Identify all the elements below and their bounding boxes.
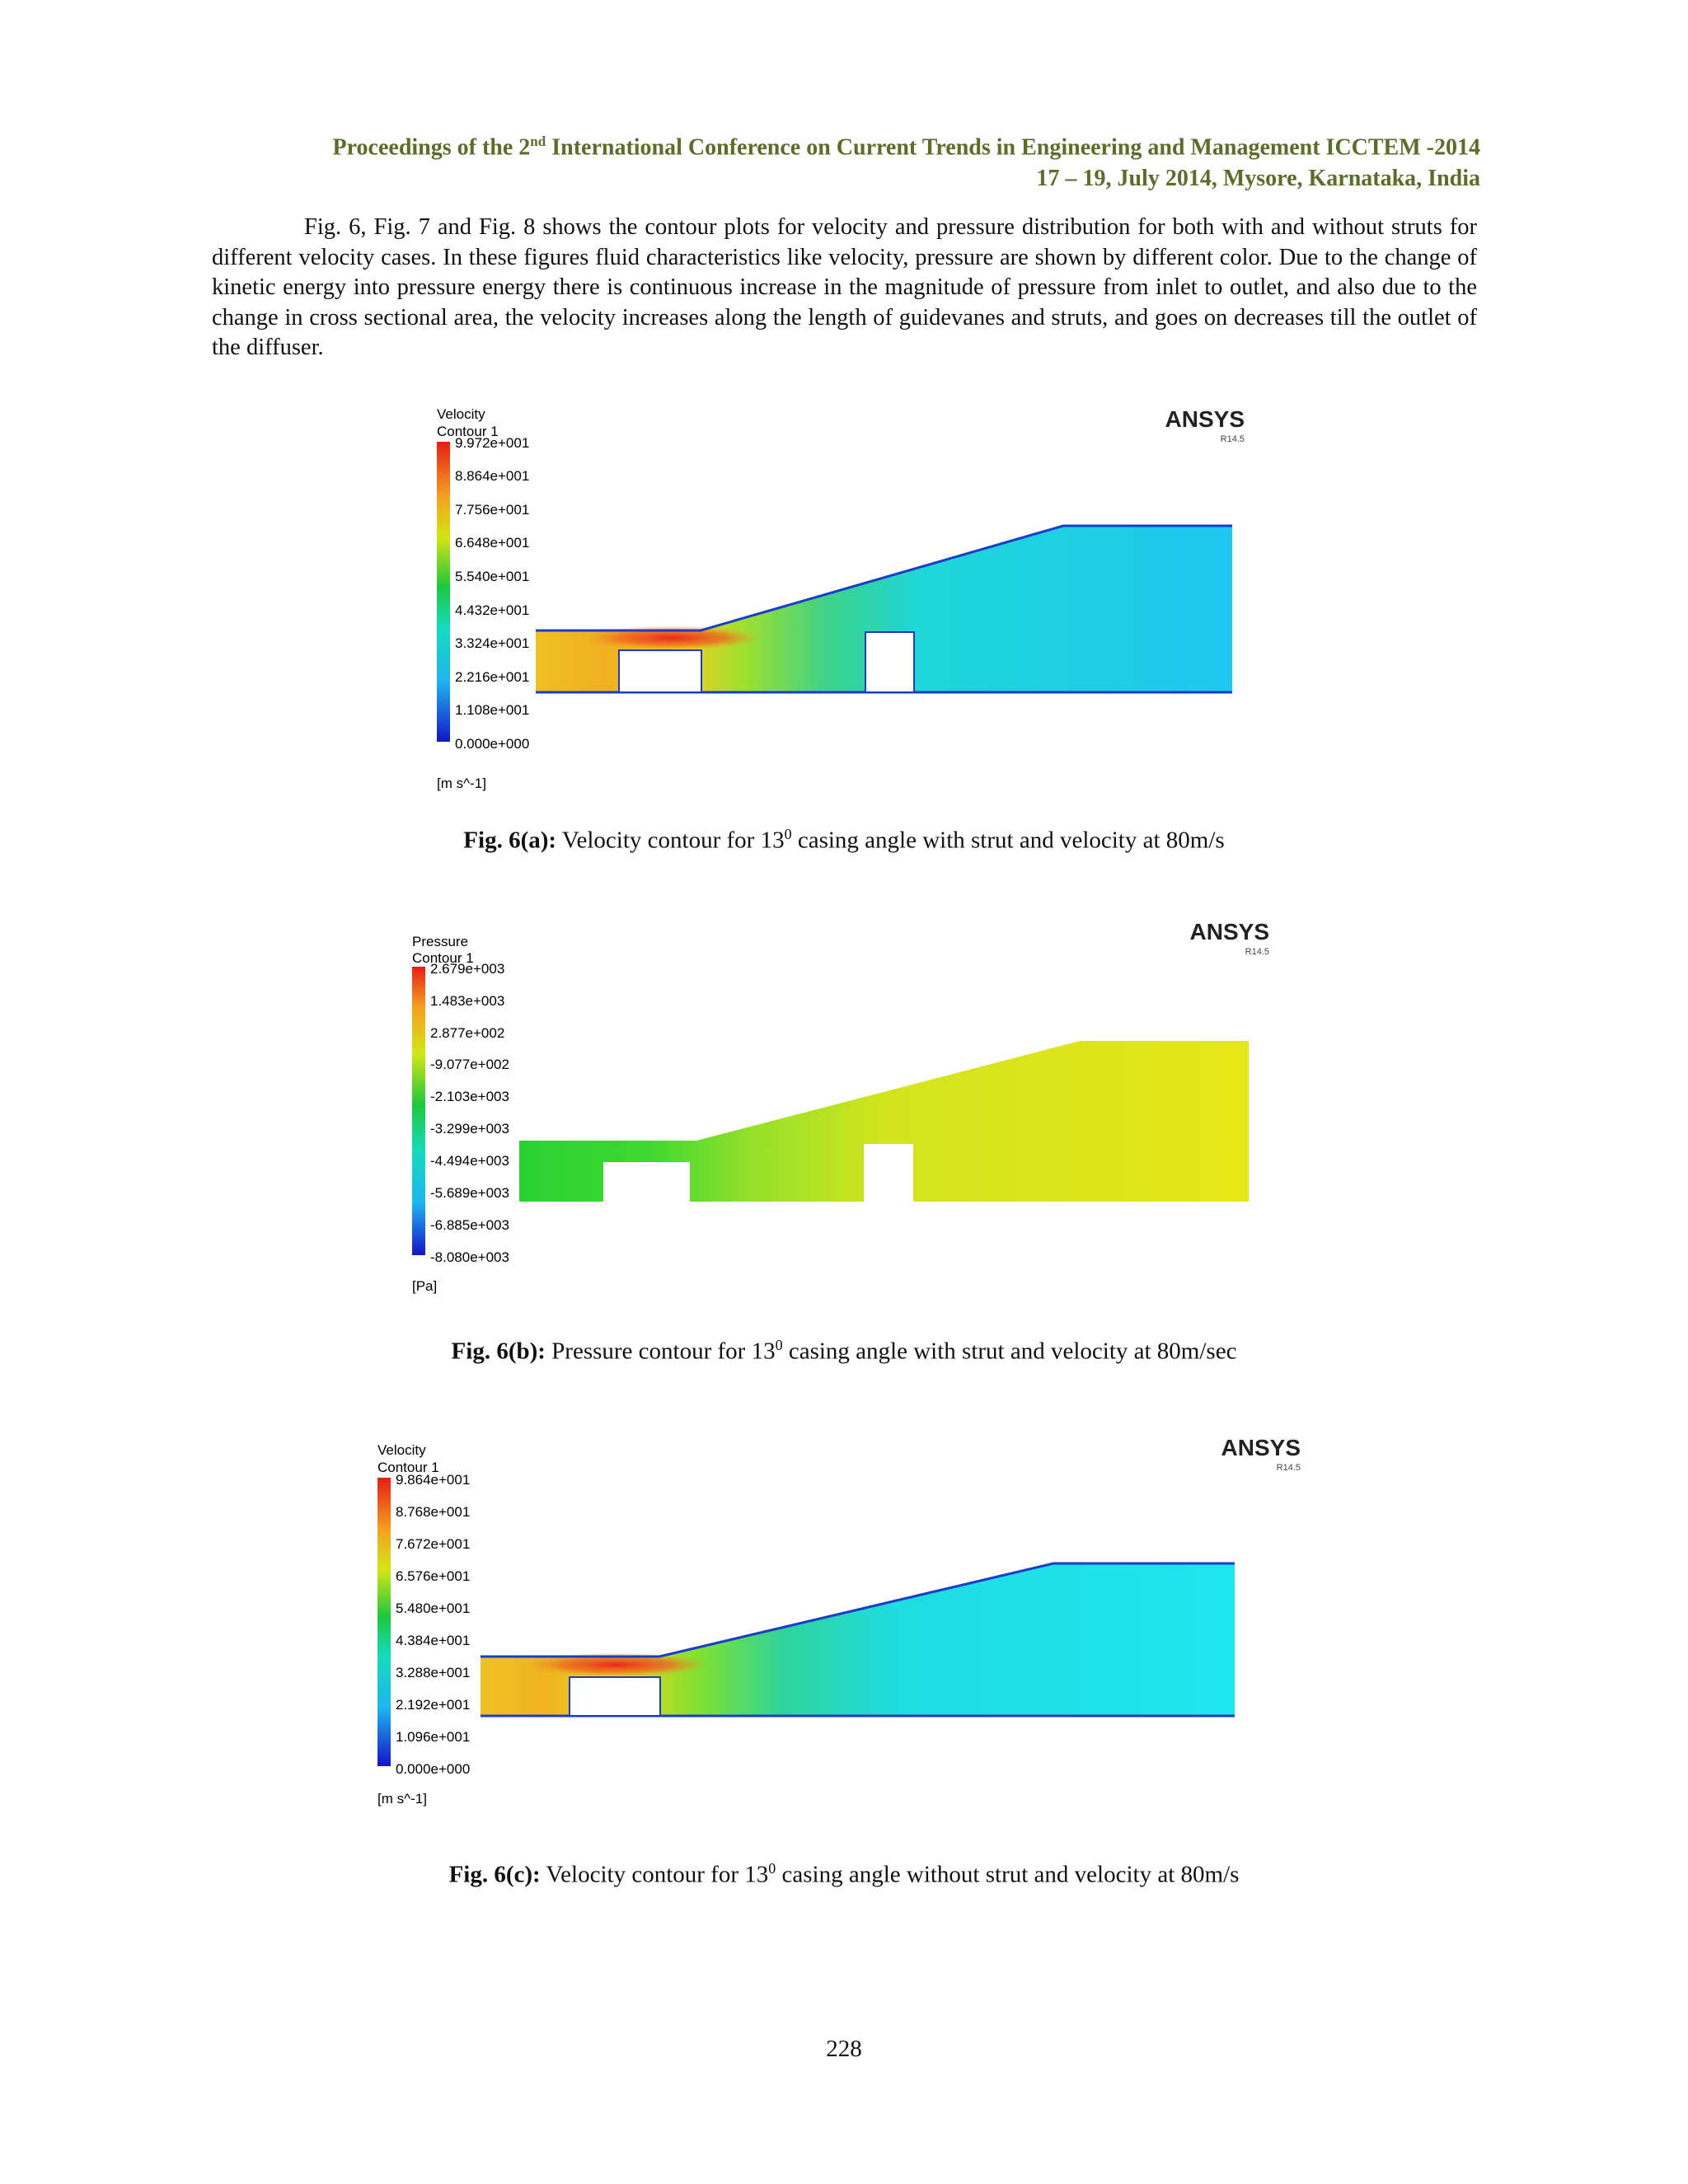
legend-tick: 3.288e+001 — [396, 1665, 471, 1680]
legend-tick: 6.576e+001 — [396, 1568, 471, 1584]
flow-domain — [536, 526, 1232, 692]
flow-domain — [519, 1041, 1249, 1202]
legend-tick: 5.480e+001 — [396, 1601, 471, 1616]
ansys-brand: ANSYS — [1165, 406, 1245, 432]
intro-paragraph: Fig. 6, Fig. 7 and Fig. 8 shows the contour plots for velocity and pressure distribution for both with and without struts for different velocity cases. In these figures fluid characteristics like velocity, pressure are shown by different color. Due to the change of kinetic energy into pressure energy there is continuous increase in the magnitude of pressure from inlet to outlet, and also due to the change in cross sectional area, the velocity increases along the length of guidevanes and struts, and goes on decreases till the outlet of the diffuser. — [212, 214, 1477, 360]
caption-6c: Fig. 6(c): Velocity contour for $13^0$ casing angle without strut and velocity at 80m/s — [448, 1860, 1240, 1888]
proceedings-header — [333, 126, 1480, 194]
legend-title-2: Contour 1 — [437, 424, 499, 439]
legend-tick: -5.689e+003 — [430, 1185, 509, 1201]
legend-tick: 2.877e+002 — [430, 1025, 505, 1041]
legend-tick: 8.768e+001 — [396, 1504, 471, 1520]
legend-tick: -6.885e+003 — [430, 1217, 509, 1233]
legend-tick: 1.096e+001 — [396, 1729, 471, 1745]
legend-ticks — [455, 435, 529, 752]
color-bar — [437, 442, 450, 742]
legend — [412, 934, 509, 1294]
legend-tick: 7.672e+001 — [396, 1536, 471, 1552]
ansys-logo — [1165, 406, 1245, 444]
legend-tick: 9.972e+001 — [455, 435, 530, 451]
legend-tick: -8.080e+003 — [430, 1249, 509, 1265]
ansys-version: R14.5 — [1245, 947, 1269, 957]
guide-vane — [619, 650, 701, 692]
ansys-brand: ANSYS — [1221, 1435, 1301, 1460]
body-text — [212, 213, 1477, 363]
legend-tick: 2.216e+001 — [455, 669, 530, 685]
pressure-contour-plot-b — [404, 915, 1278, 1310]
legend-tick: 0.000e+000 — [396, 1761, 471, 1777]
legend-tick: -9.077e+002 — [430, 1057, 509, 1072]
legend-tick: 2.679e+003 — [430, 961, 505, 977]
legend-tick: -2.103e+003 — [430, 1089, 509, 1104]
ansys-version: R14.5 — [1276, 1463, 1301, 1473]
strut — [865, 632, 914, 692]
legend-ticks — [396, 1472, 470, 1777]
legend-unit: [m s^-1] — [377, 1791, 427, 1807]
ansys-logo — [1221, 1435, 1301, 1473]
legend-title-2: Contour 1 — [377, 1460, 439, 1475]
legend-tick: 3.324e+001 — [455, 635, 530, 651]
color-bar — [412, 967, 425, 1255]
figure-6b — [404, 915, 1278, 1310]
legend — [437, 406, 529, 791]
legend-tick: -4.494e+003 — [430, 1153, 509, 1169]
guide-vane — [603, 1162, 690, 1202]
legend-tick: 8.864e+001 — [455, 468, 530, 484]
ansys-brand: ANSYS — [1189, 919, 1269, 944]
velocity-contour-plot-c — [369, 1426, 1309, 1821]
legend-unit: [Pa] — [412, 1278, 438, 1294]
legend-title-2: Contour 1 — [412, 950, 474, 966]
color-bar — [377, 1478, 391, 1766]
legend-tick: 1.483e+003 — [430, 993, 505, 1009]
page-number: 228 — [826, 2036, 862, 2062]
legend-tick: 2.192e+001 — [396, 1697, 471, 1713]
legend-title-1: Pressure — [412, 934, 469, 949]
legend-tick: 4.432e+001 — [455, 602, 530, 618]
legend-title-1: Velocity — [377, 1442, 426, 1458]
caption-6a: Fig. 6(a): Velocity contour for $13^0$ casing angle with strut and velocity at 80m/s — [463, 826, 1225, 854]
legend-tick: 5.540e+001 — [455, 569, 530, 584]
legend-tick: -3.299e+003 — [430, 1121, 509, 1137]
legend-tick: 7.756e+001 — [455, 502, 530, 518]
legend-ticks — [430, 961, 509, 1265]
caption-6b: Fig. 6(b): Pressure contour for $13^0$ casing angle with strut and velocity at 80m/sec — [451, 1337, 1237, 1365]
legend-tick: 4.384e+001 — [396, 1633, 471, 1648]
strut — [864, 1144, 913, 1202]
legend-title-1: Velocity — [437, 406, 485, 422]
figure-6c — [369, 1426, 1309, 1821]
ansys-version: R14.5 — [1220, 434, 1245, 444]
legend-tick: 0.000e+000 — [455, 736, 530, 752]
ansys-logo — [1190, 919, 1269, 957]
legend-tick: 9.864e+001 — [396, 1472, 471, 1488]
legend-unit: [m s^-1] — [437, 776, 486, 791]
guide-vane — [570, 1677, 660, 1716]
header-line-1: Proceedings of the 2nd International Conference on Current Trends in Engineering and Management ICCTEM -2014 — [332, 134, 1480, 161]
legend-tick: 1.108e+001 — [455, 702, 530, 718]
figure-6a — [429, 394, 1261, 798]
legend-tick: 6.648e+001 — [455, 535, 530, 551]
legend — [377, 1442, 470, 1807]
header-line-2: 17 – 19, July 2014, Mysore, Karnataka, India — [1036, 166, 1480, 192]
velocity-contour-plot-a — [429, 394, 1261, 798]
flow-domain — [481, 1563, 1235, 1716]
